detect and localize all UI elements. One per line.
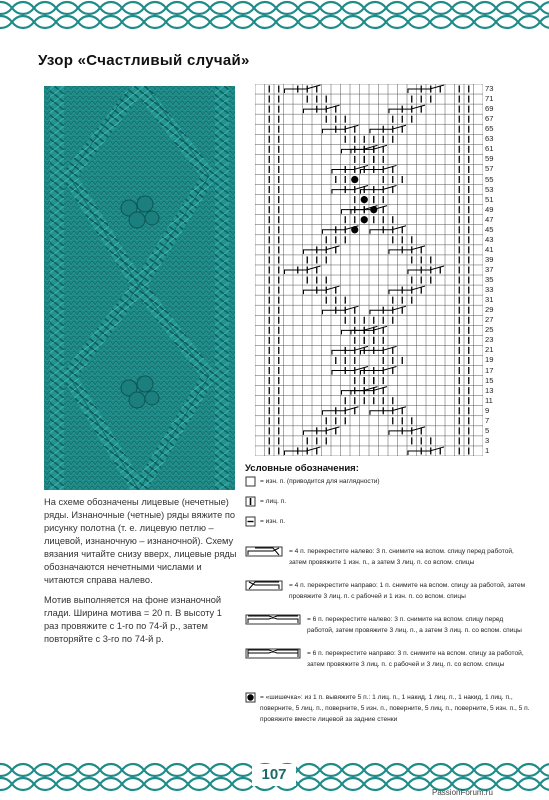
vertical-bar-icon bbox=[245, 496, 257, 507]
row-number: 31 bbox=[485, 295, 494, 305]
bobble-mark bbox=[370, 206, 377, 213]
bobble-mark bbox=[351, 226, 358, 233]
cross-right-4-icon bbox=[245, 580, 283, 591]
cross-left-6-icon bbox=[245, 614, 301, 625]
row-number: 57 bbox=[485, 164, 494, 174]
legend-title: Условные обозначения: bbox=[245, 463, 359, 474]
row-number: 71 bbox=[485, 94, 494, 104]
row-number: 17 bbox=[485, 365, 494, 375]
row-number: 43 bbox=[485, 234, 494, 244]
watermark: PassionForum.ru bbox=[432, 788, 493, 797]
row-number: 13 bbox=[485, 385, 494, 395]
cross-left-4-icon bbox=[245, 546, 283, 557]
empty-square-icon bbox=[245, 476, 257, 487]
row-number: 47 bbox=[485, 214, 494, 224]
bobble-mark bbox=[361, 216, 368, 223]
row-number: 69 bbox=[485, 104, 494, 114]
row-number: 5 bbox=[485, 425, 490, 435]
bobble-mark bbox=[351, 176, 358, 183]
top-ornament-border bbox=[0, 0, 549, 30]
description-paragraph-2: Мотив выполняется на фоне изнаночной глади. Ширина мотива = 20 п. В высоту 1 раз провяжите с 1-го по 74-й р., затем повторяйте с 3-го по 74-й р. bbox=[44, 595, 222, 644]
row-number: 25 bbox=[485, 325, 494, 335]
chart-row-numbers bbox=[485, 84, 515, 456]
dash-icon bbox=[245, 516, 257, 527]
row-number: 7 bbox=[485, 415, 490, 425]
row-number: 53 bbox=[485, 184, 494, 194]
row-number: 15 bbox=[485, 375, 494, 385]
row-number: 9 bbox=[485, 405, 490, 415]
pattern-description bbox=[44, 496, 238, 653]
row-number: 41 bbox=[485, 244, 494, 254]
row-number: 33 bbox=[485, 285, 494, 295]
row-number: 73 bbox=[485, 84, 494, 94]
cross-right-6-icon bbox=[245, 648, 301, 659]
row-number: 29 bbox=[485, 305, 494, 315]
row-number: 51 bbox=[485, 194, 494, 204]
row-number: 23 bbox=[485, 335, 494, 345]
row-number: 21 bbox=[485, 345, 494, 355]
row-number: 59 bbox=[485, 154, 494, 164]
row-number: 61 bbox=[485, 144, 494, 154]
row-number: 49 bbox=[485, 204, 494, 214]
bobble-mark bbox=[361, 196, 368, 203]
row-number: 67 bbox=[485, 114, 494, 124]
pattern-title: Узор «Счастливый случай» bbox=[38, 52, 250, 69]
row-number: 39 bbox=[485, 254, 494, 264]
page-number: 107 bbox=[252, 764, 296, 786]
knitted-swatch-image bbox=[44, 86, 235, 490]
description-paragraph-1: На схеме обозначены лицевые (нечетные) ряды. Изнаночные (четные) ряды вяжите по рисунку полотна (т. е. лицевую петлю – лицевой, изнаночную – изнаночной). Схему вязания читайте снизу вверх, лицевые ряды обозначаются нечетными числами и читаются справа налево. bbox=[44, 497, 237, 585]
row-number: 35 bbox=[485, 275, 494, 285]
bobble-dot-icon bbox=[245, 692, 257, 703]
row-number: 65 bbox=[485, 124, 494, 134]
knitting-chart bbox=[255, 84, 483, 456]
row-number: 63 bbox=[485, 134, 494, 144]
row-number: 11 bbox=[485, 395, 493, 405]
row-number: 27 bbox=[485, 315, 494, 325]
row-number: 37 bbox=[485, 265, 494, 274]
row-number: 55 bbox=[485, 174, 494, 184]
row-number: 3 bbox=[485, 435, 490, 445]
row-number: 19 bbox=[485, 355, 494, 365]
row-number: 45 bbox=[485, 224, 494, 234]
row-number: 1 bbox=[485, 445, 490, 455]
